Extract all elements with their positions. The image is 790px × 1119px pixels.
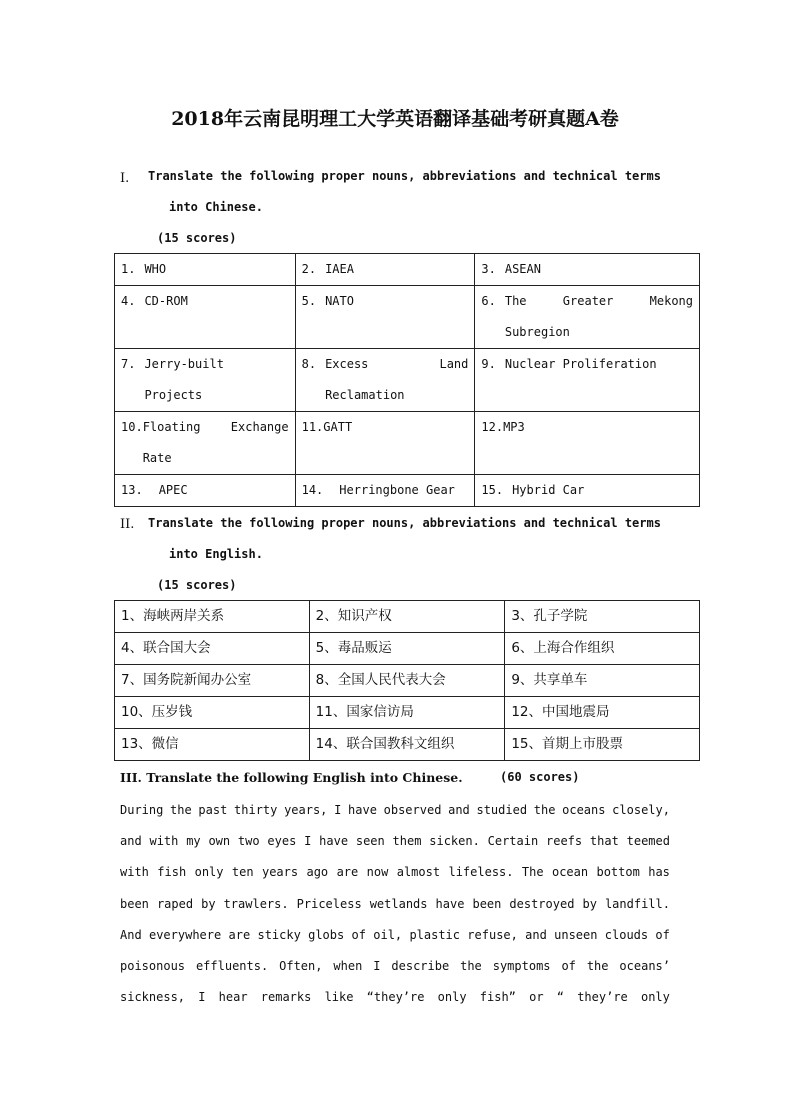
passage-line: and with my own two eyes I have seen them sicken. Certain reefs that teemed — [120, 834, 670, 849]
term-cell: 1. WHO — [115, 254, 296, 286]
passage-line: And everywhere are sticky globs of oil, plastic refuse, and unseen clouds of — [120, 927, 670, 942]
term-cell: 3. ASEAN — [475, 254, 700, 286]
term-cell: 5. NATO — [295, 286, 475, 349]
passage-line: been raped by trawlers. Priceless wetlands have been destroyed by landfill. — [120, 896, 670, 911]
term-cell: 4. CD-ROM — [115, 286, 296, 349]
term-cell: 10. Floating Exchange Rate — [115, 412, 296, 475]
section1-table — [114, 253, 700, 507]
table-row — [115, 729, 700, 761]
term-cell: 6. The Greater Mekong Subregion — [475, 286, 700, 349]
section2-heading-line1: Translate the following proper nouns, abbreviations and technical terms — [148, 516, 661, 530]
term-cell: 6、上海合作组织 — [505, 633, 700, 665]
term-cell: 7、国务院新闻办公室 — [115, 665, 310, 697]
section1-heading-line2: into Chinese. — [169, 200, 263, 214]
term-cell: 1、海峡两岸关系 — [115, 601, 310, 633]
table-row — [115, 697, 700, 729]
term-cell: 9. Nuclear Proliferation — [475, 349, 700, 412]
section3-heading: III. Translate the following English into Chinese. — [120, 770, 463, 785]
page-title: 2018年云南昆明理工大学英语翻译基础考研真题A卷 — [171, 108, 619, 130]
term-cell: 14、联合国教科文组织 — [309, 729, 505, 761]
table-row — [115, 633, 700, 665]
term-cell: 14. Herringbone Gear — [295, 475, 475, 507]
term-cell: 5、毒品贩运 — [309, 633, 505, 665]
section2-number: II. — [120, 517, 135, 532]
term-cell: 12、中国地震局 — [505, 697, 700, 729]
term-cell: 12. MP3 — [475, 412, 700, 475]
term-cell: 9、共享单车 — [505, 665, 700, 697]
section2-heading-line2: into English. — [169, 547, 263, 561]
table-row — [115, 412, 700, 475]
term-cell: 2. IAEA — [295, 254, 475, 286]
term-cell: 7. Jerry-built Projects — [115, 349, 296, 412]
passage-line: with fish only ten years ago are now almost lifeless. The ocean bottom has — [120, 865, 670, 880]
term-cell: 4、联合国大会 — [115, 633, 310, 665]
section3-score: (60 scores) — [500, 770, 580, 784]
section2-table — [114, 600, 700, 761]
table-row — [115, 665, 700, 697]
term-cell: 3、孔子学院 — [505, 601, 700, 633]
section1-heading-line1: Translate the following proper nouns, abbreviations and technical terms — [148, 169, 661, 183]
section1-score: (15 scores) — [157, 231, 237, 245]
section3-passage — [120, 801, 670, 1019]
term-cell: 13、微信 — [115, 729, 310, 761]
term-cell: 11. GATT — [295, 412, 475, 475]
table-row — [115, 475, 700, 507]
term-cell: 13. APEC — [115, 475, 296, 507]
passage-line: sickness, I hear remarks like “they’re only fish” or “ they’re only — [120, 990, 670, 1005]
term-cell: 11、国家信访局 — [309, 697, 505, 729]
passage-line: poisonous effluents. Often, when I describe the symptoms of the oceans’ — [120, 958, 670, 973]
table-row — [115, 349, 700, 412]
section2-score: (15 scores) — [157, 578, 237, 592]
section1-number: I. — [120, 171, 130, 186]
term-cell: 10、压岁钱 — [115, 697, 310, 729]
table-row — [115, 601, 700, 633]
term-cell: 15、首期上市股票 — [505, 729, 700, 761]
term-cell: 15. Hybrid Car — [475, 475, 700, 507]
term-cell: 8. Excess Land Reclamation — [295, 349, 475, 412]
term-cell: 8、全国人民代表大会 — [309, 665, 505, 697]
passage-line: During the past thirty years, I have observed and studied the oceans closely, — [120, 803, 670, 817]
table-row — [115, 286, 700, 349]
table-row — [115, 254, 700, 286]
term-cell: 2、知识产权 — [309, 601, 505, 633]
